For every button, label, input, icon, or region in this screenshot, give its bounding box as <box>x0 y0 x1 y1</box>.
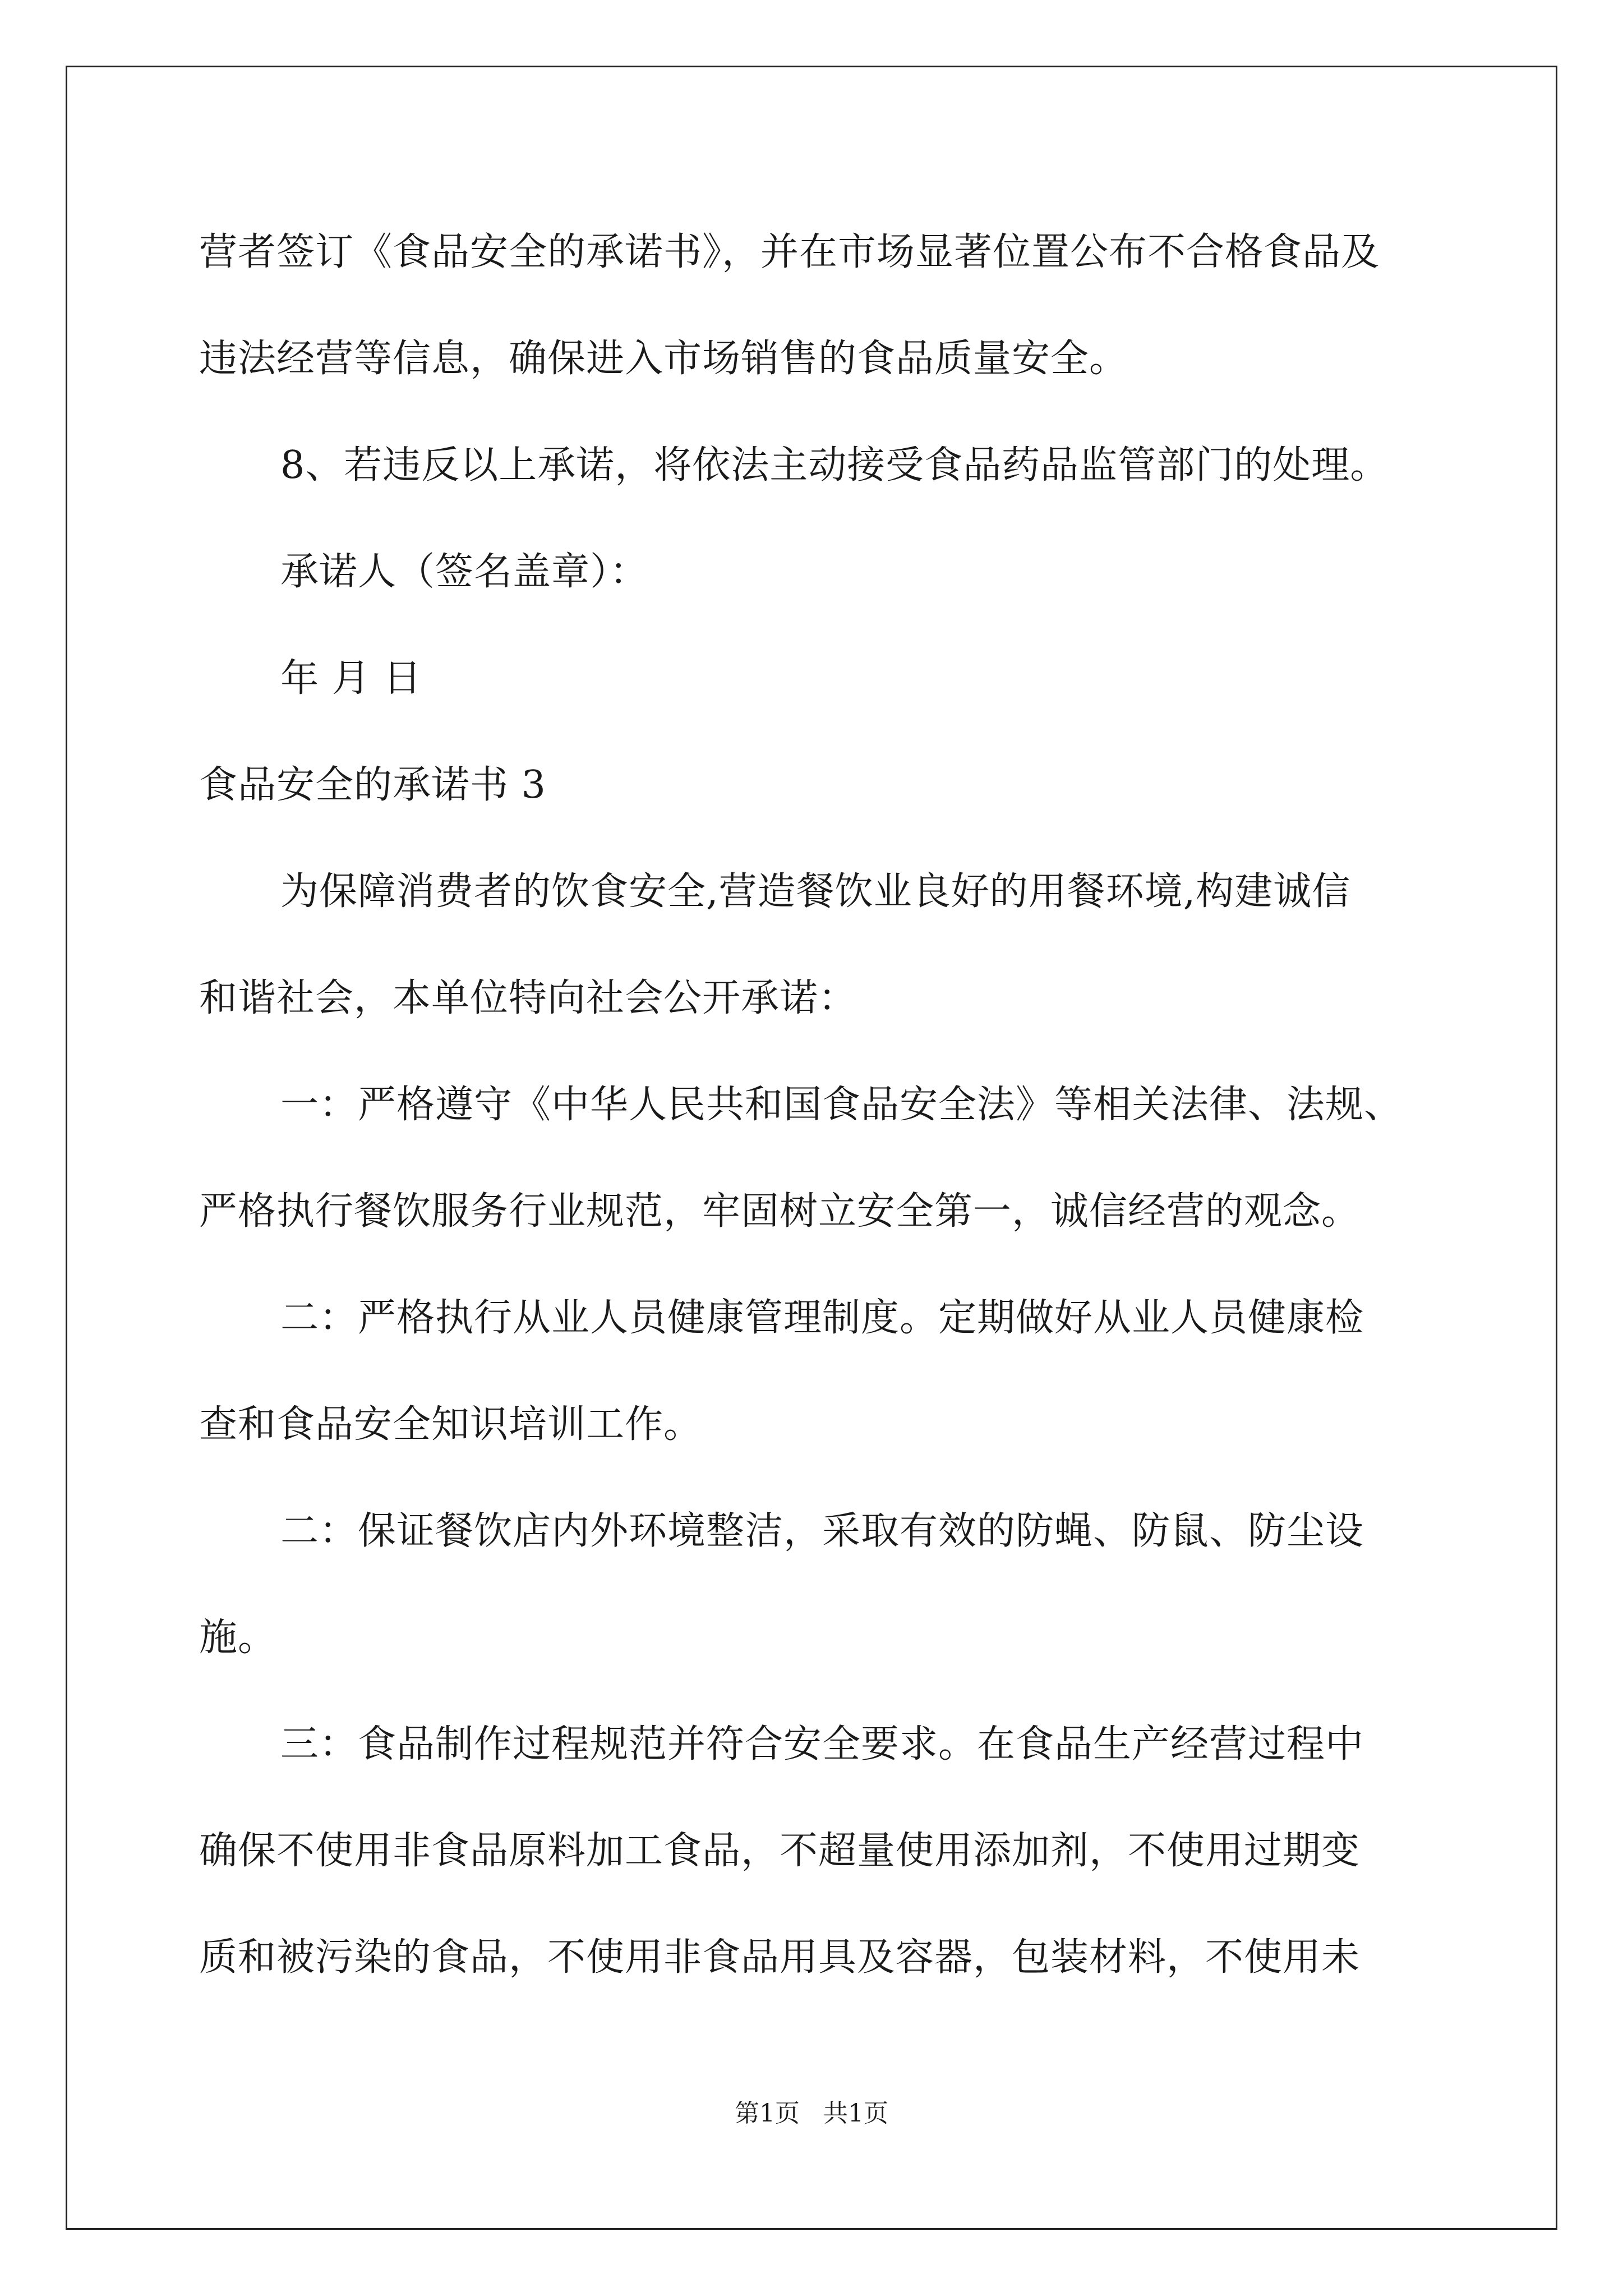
text-line: 质和被污染的食品，不使用非食品用具及容器，包装材料，不使用未 <box>199 1935 1361 1980</box>
text-line: 一：严格遵守《中华人民共和国食品安全法》等相关法律、法规、 <box>280 1083 1403 1127</box>
text-line: 查和食品安全知识培训工作。 <box>199 1402 703 1447</box>
signature-label: 承诺人（签名盖章）： <box>280 550 649 594</box>
text-line: 营者签订《食品安全的承诺书》，并在市场显著位置公布不合格食品及 <box>199 230 1380 274</box>
text-line: 二：保证餐饮店内外环境整洁，采取有效的防蝇、防鼠、防尘设 <box>280 1509 1364 1553</box>
text-line: 违法经营等信息，确保进入市场销售的食品质量安全。 <box>199 337 1128 381</box>
text-line: 三：食品制作过程规范并符合安全要求。在食品生产经营过程中 <box>280 1722 1364 1766</box>
section-heading: 食品安全的承诺书 3 <box>199 763 546 807</box>
text-line: 8、若违反以上承诺，将依法主动接受食品药品监管部门的处理。 <box>280 443 1389 487</box>
text-line: 确保不使用非食品原料加工食品，不超量使用添加剂，不使用过期变 <box>199 1829 1361 1873</box>
page-frame <box>66 66 1557 2230</box>
text-line: 二：严格执行从业人员健康管理制度。定期做好从业人员健康检 <box>280 1296 1364 1340</box>
page-footer: 第1页 共1页 <box>735 2099 888 2128</box>
text-line: 严格执行餐饮服务行业规范，牢固树立安全第一，诚信经营的观念。 <box>199 1189 1361 1234</box>
text-line: 施。 <box>199 1616 277 1660</box>
text-line: 为保障消费者的饮食安全,营造餐饮业良好的用餐环境,构建诚信 <box>280 869 1351 914</box>
text-line: 和谐社会，本单位特向社会公开承诺： <box>199 976 857 1020</box>
date-label: 年 月 日 <box>280 656 422 701</box>
